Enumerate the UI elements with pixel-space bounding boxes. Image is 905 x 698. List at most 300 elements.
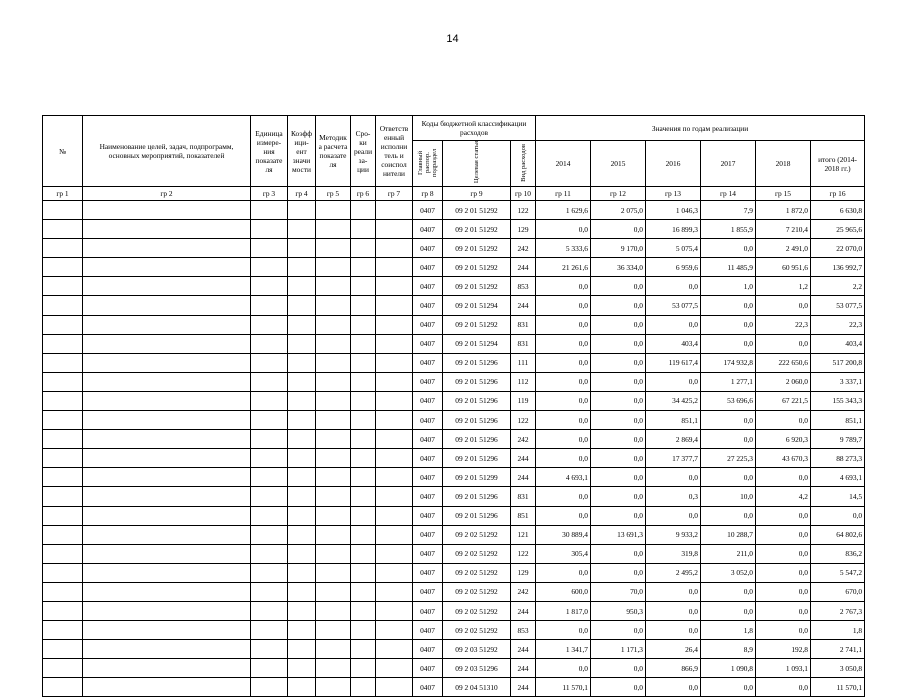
empty-cell — [376, 220, 413, 239]
year-value-cell: 0,0 — [591, 678, 646, 697]
target-article-cell: 09 2 01 51299 — [443, 468, 511, 487]
empty-cell — [316, 239, 351, 258]
year-value-cell: 0,0 — [591, 468, 646, 487]
year-value-cell: 0,0 — [591, 430, 646, 449]
table-row — [43, 601, 865, 620]
table-row — [43, 315, 865, 334]
empty-cell — [376, 315, 413, 334]
empty-cell — [43, 506, 83, 525]
expense-type-cell: 112 — [511, 372, 536, 391]
expense-type-cell: 121 — [511, 525, 536, 544]
empty-cell — [351, 277, 376, 296]
target-article-cell: 09 2 01 51296 — [443, 372, 511, 391]
table-row — [43, 449, 865, 468]
section-code-cell: 0407 — [413, 582, 443, 601]
year-value-cell: 6 920,3 — [756, 430, 811, 449]
year-value-cell: 851,1 — [646, 411, 701, 430]
year-value-cell: 305,4 — [536, 544, 591, 563]
year-value-cell: 0,0 — [536, 430, 591, 449]
empty-cell — [376, 201, 413, 220]
year-value-cell: 0,0 — [536, 563, 591, 582]
year-value-cell: 0,0 — [756, 506, 811, 525]
empty-cell — [83, 315, 251, 334]
year-value-cell: 21 261,6 — [536, 258, 591, 277]
table-row — [43, 582, 865, 601]
empty-cell — [288, 201, 316, 220]
empty-cell — [351, 353, 376, 372]
empty-cell — [83, 449, 251, 468]
empty-cell — [83, 391, 251, 410]
empty-cell — [316, 621, 351, 640]
section-code-cell: 0407 — [413, 640, 443, 659]
year-value-cell: 36 334,0 — [591, 258, 646, 277]
empty-cell — [288, 678, 316, 697]
target-article-cell: 09 2 04 51310 — [443, 678, 511, 697]
empty-cell — [316, 487, 351, 506]
empty-cell — [351, 525, 376, 544]
total-value-cell: 403,4 — [811, 334, 865, 353]
target-article-cell: 09 2 02 51292 — [443, 621, 511, 640]
target-article-cell: 09 2 01 51296 — [443, 430, 511, 449]
total-value-cell: 9 789,7 — [811, 430, 865, 449]
empty-cell — [83, 506, 251, 525]
target-article-cell: 09 2 01 51292 — [443, 258, 511, 277]
empty-cell — [316, 220, 351, 239]
target-article-cell: 09 2 03 51296 — [443, 659, 511, 678]
empty-cell — [316, 411, 351, 430]
table-row — [43, 353, 865, 372]
year-value-cell: 43 670,3 — [756, 449, 811, 468]
year-value-cell: 0,0 — [646, 506, 701, 525]
empty-cell — [251, 220, 288, 239]
empty-cell — [376, 563, 413, 582]
column-number: гр 6 — [351, 187, 376, 201]
year-value-cell: 0,0 — [591, 391, 646, 410]
empty-cell — [288, 582, 316, 601]
total-value-cell: 25 965,6 — [811, 220, 865, 239]
empty-cell — [351, 678, 376, 697]
year-value-cell: 0,0 — [591, 315, 646, 334]
total-value-cell: 3 050,8 — [811, 659, 865, 678]
empty-cell — [351, 468, 376, 487]
total-value-cell: 2 767,3 — [811, 601, 865, 620]
total-value-cell: 53 077,5 — [811, 296, 865, 315]
empty-cell — [43, 449, 83, 468]
total-value-cell: 836,2 — [811, 544, 865, 563]
empty-cell — [83, 544, 251, 563]
total-value-cell: 5 547,2 — [811, 563, 865, 582]
table-row — [43, 468, 865, 487]
column-number: гр 14 — [701, 187, 756, 201]
empty-cell — [316, 372, 351, 391]
total-value-cell: 64 802,6 — [811, 525, 865, 544]
empty-cell — [83, 659, 251, 678]
table-row — [43, 391, 865, 410]
table-row — [43, 544, 865, 563]
year-value-cell: 2 491,0 — [756, 239, 811, 258]
year-value-cell: 1 046,3 — [646, 201, 701, 220]
empty-cell — [288, 258, 316, 277]
total-value-cell: 22,3 — [811, 315, 865, 334]
year-value-cell: 0,0 — [591, 296, 646, 315]
section-code-cell: 0407 — [413, 334, 443, 353]
empty-cell — [376, 506, 413, 525]
section-code-cell: 0407 — [413, 391, 443, 410]
empty-cell — [376, 640, 413, 659]
empty-cell — [43, 315, 83, 334]
empty-cell — [251, 391, 288, 410]
empty-cell — [376, 277, 413, 296]
target-article-cell: 09 2 02 51292 — [443, 563, 511, 582]
year-value-cell: 0,0 — [591, 544, 646, 563]
year-value-cell: 53 077,5 — [646, 296, 701, 315]
year-value-cell: 0,0 — [591, 621, 646, 640]
empty-cell — [43, 220, 83, 239]
total-value-cell: 2,2 — [811, 277, 865, 296]
expense-type-cell: 129 — [511, 220, 536, 239]
target-article-cell: 09 2 01 51296 — [443, 506, 511, 525]
total-value-cell: 1,8 — [811, 621, 865, 640]
year-value-cell: 2 075,0 — [591, 201, 646, 220]
expense-type-cell: 244 — [511, 449, 536, 468]
empty-cell — [288, 372, 316, 391]
empty-cell — [376, 468, 413, 487]
year-value-cell: 26,4 — [646, 640, 701, 659]
empty-cell — [43, 239, 83, 258]
expense-type-cell: 122 — [511, 411, 536, 430]
year-value-cell: 27 225,3 — [701, 449, 756, 468]
empty-cell — [43, 563, 83, 582]
empty-cell — [351, 391, 376, 410]
empty-cell — [351, 411, 376, 430]
year-value-cell: 0,0 — [591, 411, 646, 430]
empty-cell — [43, 678, 83, 697]
year-value-cell: 34 425,2 — [646, 391, 701, 410]
year-value-cell: 1,8 — [701, 621, 756, 640]
header-term: Сро- ки реали за- ции — [351, 116, 376, 187]
section-code-cell: 0407 — [413, 315, 443, 334]
year-value-cell: 1 855,9 — [701, 220, 756, 239]
year-value-cell: 1 171,3 — [591, 640, 646, 659]
empty-cell — [351, 544, 376, 563]
year-value-cell: 0,0 — [756, 563, 811, 582]
empty-cell — [316, 563, 351, 582]
empty-cell — [83, 258, 251, 277]
empty-cell — [43, 582, 83, 601]
empty-cell — [316, 525, 351, 544]
empty-cell — [251, 544, 288, 563]
target-article-cell: 09 2 02 51292 — [443, 601, 511, 620]
empty-cell — [288, 239, 316, 258]
empty-cell — [288, 544, 316, 563]
empty-cell — [288, 506, 316, 525]
year-value-cell: 0,0 — [536, 315, 591, 334]
empty-cell — [376, 525, 413, 544]
expense-type-cell: 244 — [511, 640, 536, 659]
column-number: гр 13 — [646, 187, 701, 201]
year-value-cell: 0,0 — [756, 601, 811, 620]
year-value-cell: 2 495,2 — [646, 563, 701, 582]
empty-cell — [376, 601, 413, 620]
target-article-cell: 09 2 01 51296 — [443, 411, 511, 430]
year-value-cell: 0,0 — [646, 582, 701, 601]
empty-cell — [376, 411, 413, 430]
expense-type-cell: 244 — [511, 296, 536, 315]
column-number: гр 2 — [83, 187, 251, 201]
expense-type-cell: 129 — [511, 563, 536, 582]
empty-cell — [83, 411, 251, 430]
column-number-row — [43, 187, 865, 201]
year-value-cell: 0,0 — [536, 391, 591, 410]
empty-cell — [83, 525, 251, 544]
expense-type-cell: 831 — [511, 334, 536, 353]
empty-cell — [251, 315, 288, 334]
expense-type-cell: 244 — [511, 601, 536, 620]
header-codes-sub-3: Вид расходов — [511, 141, 536, 187]
empty-cell — [316, 430, 351, 449]
target-article-cell: 09 2 01 51292 — [443, 201, 511, 220]
expense-type-cell: 122 — [511, 201, 536, 220]
empty-cell — [316, 544, 351, 563]
year-value-cell: 0,0 — [536, 277, 591, 296]
year-value-cell: 0,0 — [591, 372, 646, 391]
empty-cell — [376, 430, 413, 449]
year-value-cell: 0,0 — [756, 525, 811, 544]
empty-cell — [251, 411, 288, 430]
empty-cell — [43, 659, 83, 678]
table-row — [43, 296, 865, 315]
year-value-cell: 0,0 — [701, 601, 756, 620]
section-code-cell: 0407 — [413, 659, 443, 678]
year-value-cell: 4 693,1 — [536, 468, 591, 487]
empty-cell — [288, 621, 316, 640]
year-value-cell: 211,0 — [701, 544, 756, 563]
year-value-cell: 0,0 — [701, 468, 756, 487]
column-number: гр 16 — [811, 187, 865, 201]
year-value-cell: 60 951,6 — [756, 258, 811, 277]
empty-cell — [351, 258, 376, 277]
target-article-cell: 09 2 03 51292 — [443, 640, 511, 659]
expense-type-cell: 851 — [511, 506, 536, 525]
year-value-cell: 0,0 — [591, 449, 646, 468]
expense-type-cell: 242 — [511, 239, 536, 258]
empty-cell — [288, 487, 316, 506]
year-value-cell: 0,0 — [646, 678, 701, 697]
year-value-cell: 0,0 — [756, 621, 811, 640]
empty-cell — [83, 220, 251, 239]
year-value-cell: 0,0 — [591, 334, 646, 353]
empty-cell — [288, 640, 316, 659]
empty-cell — [83, 640, 251, 659]
empty-cell — [316, 334, 351, 353]
empty-cell — [43, 296, 83, 315]
year-value-cell: 0,0 — [536, 487, 591, 506]
year-value-cell: 6 959,6 — [646, 258, 701, 277]
section-code-cell: 0407 — [413, 296, 443, 315]
year-value-cell: 0,0 — [701, 315, 756, 334]
empty-cell — [351, 449, 376, 468]
empty-cell — [376, 678, 413, 697]
empty-cell — [316, 506, 351, 525]
column-number: гр 7 — [376, 187, 413, 201]
year-value-cell: 222 650,6 — [756, 353, 811, 372]
expense-type-cell: 831 — [511, 315, 536, 334]
total-value-cell: 0,0 — [811, 506, 865, 525]
empty-cell — [83, 430, 251, 449]
empty-cell — [316, 353, 351, 372]
empty-cell — [316, 315, 351, 334]
empty-cell — [43, 525, 83, 544]
table-row — [43, 372, 865, 391]
empty-cell — [288, 353, 316, 372]
empty-cell — [376, 391, 413, 410]
target-article-cell: 09 2 02 51292 — [443, 525, 511, 544]
year-value-cell: 1 341,7 — [536, 640, 591, 659]
empty-cell — [251, 506, 288, 525]
year-value-cell: 0,0 — [646, 315, 701, 334]
year-value-cell: 9 933,2 — [646, 525, 701, 544]
empty-cell — [43, 277, 83, 296]
empty-cell — [288, 411, 316, 430]
total-value-cell: 6 630,8 — [811, 201, 865, 220]
table-row — [43, 525, 865, 544]
year-value-cell: 0,0 — [536, 659, 591, 678]
year-value-cell: 0,0 — [536, 296, 591, 315]
section-code-cell: 0407 — [413, 201, 443, 220]
year-value-cell: 1 277,1 — [701, 372, 756, 391]
year-value-cell: 0,0 — [591, 506, 646, 525]
year-value-cell: 0,0 — [756, 678, 811, 697]
expense-type-cell: 122 — [511, 544, 536, 563]
target-article-cell: 09 2 01 51292 — [443, 239, 511, 258]
empty-cell — [316, 678, 351, 697]
empty-cell — [351, 487, 376, 506]
table-row — [43, 506, 865, 525]
header-values: Значения по годам реализации — [536, 116, 865, 141]
year-value-cell: 0,0 — [646, 277, 701, 296]
section-code-cell: 0407 — [413, 525, 443, 544]
empty-cell — [376, 296, 413, 315]
year-value-cell: 0,0 — [701, 506, 756, 525]
section-code-cell: 0407 — [413, 506, 443, 525]
empty-cell — [351, 582, 376, 601]
empty-cell — [351, 372, 376, 391]
empty-cell — [83, 334, 251, 353]
year-value-cell: 7 210,4 — [756, 220, 811, 239]
year-value-cell: 0,0 — [756, 411, 811, 430]
empty-cell — [83, 296, 251, 315]
expense-type-cell: 242 — [511, 582, 536, 601]
year-value-cell: 2 060,0 — [756, 372, 811, 391]
empty-cell — [316, 391, 351, 410]
header-resp: Ответств енный исполни тель и соиспол нители — [376, 116, 413, 187]
expense-type-cell: 244 — [511, 258, 536, 277]
year-value-cell: 1,0 — [701, 277, 756, 296]
empty-cell — [251, 468, 288, 487]
year-value-cell: 3 052,0 — [701, 563, 756, 582]
empty-cell — [351, 220, 376, 239]
year-value-cell: 7,9 — [701, 201, 756, 220]
expense-type-cell: 831 — [511, 487, 536, 506]
year-value-cell: 0,0 — [536, 334, 591, 353]
empty-cell — [376, 372, 413, 391]
table-row — [43, 621, 865, 640]
empty-cell — [43, 372, 83, 391]
expense-type-cell: 853 — [511, 277, 536, 296]
table-row — [43, 678, 865, 697]
empty-cell — [251, 334, 288, 353]
year-value-cell: 2 869,4 — [646, 430, 701, 449]
year-value-cell: 0,0 — [701, 296, 756, 315]
empty-cell — [83, 201, 251, 220]
year-value-cell: 5 333,6 — [536, 239, 591, 258]
section-code-cell: 0407 — [413, 430, 443, 449]
page-number: 14 — [446, 33, 459, 45]
year-value-cell: 1 817,0 — [536, 601, 591, 620]
column-number: гр 9 — [443, 187, 511, 201]
empty-cell — [251, 659, 288, 678]
year-value-cell: 4,2 — [756, 487, 811, 506]
year-value-cell: 0,0 — [536, 411, 591, 430]
year-value-cell: 10 288,7 — [701, 525, 756, 544]
year-value-cell: 0,0 — [646, 372, 701, 391]
empty-cell — [83, 621, 251, 640]
empty-cell — [251, 601, 288, 620]
header-year-2015: 2015 — [591, 141, 646, 187]
year-value-cell: 600,0 — [536, 582, 591, 601]
empty-cell — [43, 391, 83, 410]
empty-cell — [288, 449, 316, 468]
year-value-cell: 22,3 — [756, 315, 811, 334]
empty-cell — [83, 353, 251, 372]
year-value-cell: 0,0 — [701, 239, 756, 258]
year-value-cell: 0,0 — [756, 582, 811, 601]
year-value-cell: 0,0 — [536, 372, 591, 391]
section-code-cell: 0407 — [413, 621, 443, 640]
year-value-cell: 0,0 — [756, 544, 811, 563]
empty-cell — [288, 315, 316, 334]
empty-cell — [251, 525, 288, 544]
empty-cell — [83, 239, 251, 258]
total-value-cell: 155 343,3 — [811, 391, 865, 410]
total-value-cell: 88 273,3 — [811, 449, 865, 468]
empty-cell — [43, 411, 83, 430]
total-value-cell: 22 070,0 — [811, 239, 865, 258]
empty-cell — [351, 296, 376, 315]
year-value-cell: 950,3 — [591, 601, 646, 620]
table-row — [43, 239, 865, 258]
empty-cell — [83, 563, 251, 582]
empty-cell — [316, 659, 351, 678]
target-article-cell: 09 2 02 51292 — [443, 544, 511, 563]
empty-cell — [376, 621, 413, 640]
section-code-cell: 0407 — [413, 449, 443, 468]
year-value-cell: 67 221,5 — [756, 391, 811, 410]
header-num: № — [43, 116, 83, 187]
empty-cell — [251, 296, 288, 315]
target-article-cell: 09 2 01 51296 — [443, 353, 511, 372]
empty-cell — [251, 239, 288, 258]
year-value-cell: 0,0 — [591, 659, 646, 678]
year-value-cell: 5 075,4 — [646, 239, 701, 258]
empty-cell — [288, 468, 316, 487]
header-year-2018: 2018 — [756, 141, 811, 187]
empty-cell — [288, 563, 316, 582]
year-value-cell: 11 485,9 — [701, 258, 756, 277]
year-value-cell: 1,2 — [756, 277, 811, 296]
empty-cell — [83, 468, 251, 487]
section-code-cell: 0407 — [413, 544, 443, 563]
